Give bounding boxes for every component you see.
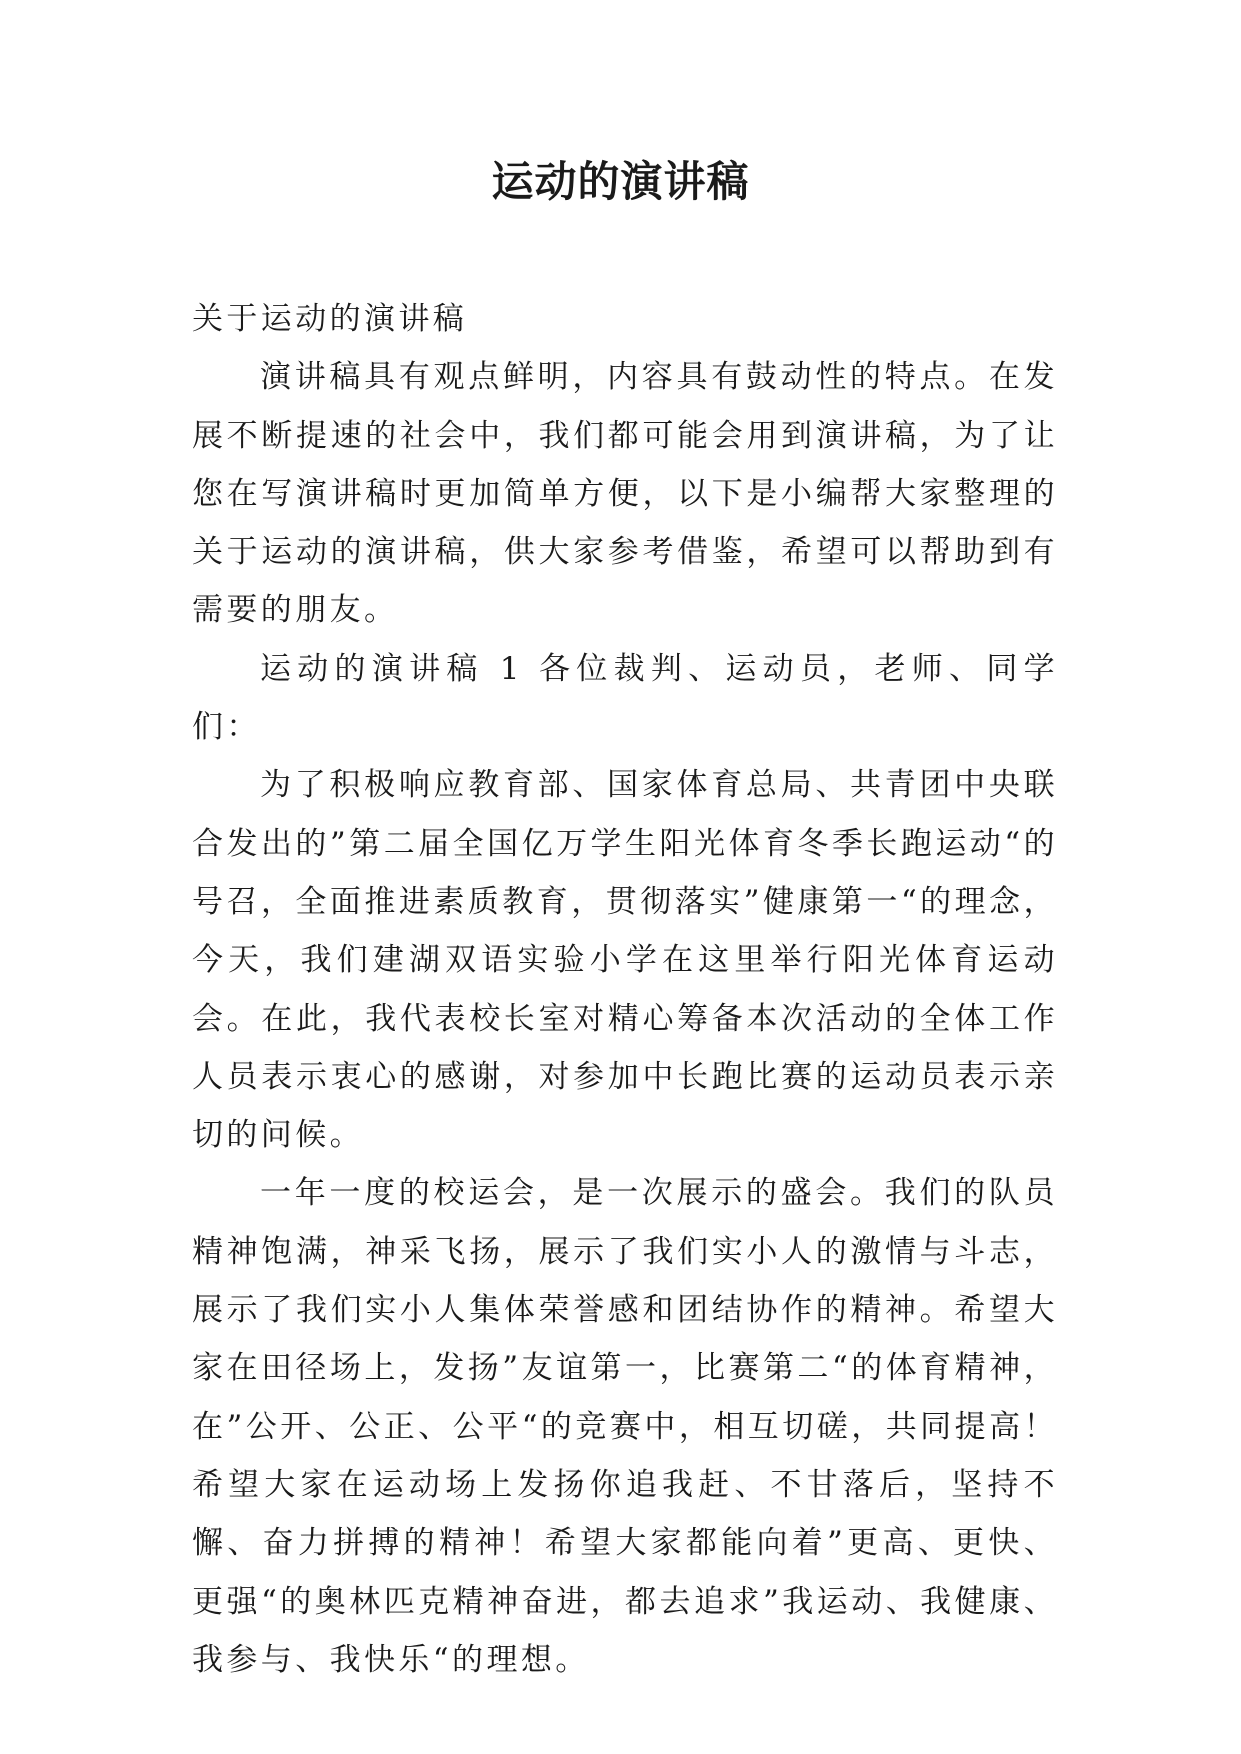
paragraph-intro: 演讲稿具有观点鲜明，内容具有鼓动性的特点。在发展不断提速的社会中，我们都可能会用到演讲稿，为了让您在写演讲稿时更加简单方便，以下是小编帮大家整理的关于运动的演讲稿，供大家参考借鉴，希望可以帮助到有需要的朋友。	[192, 359, 1058, 629]
document-title: 运动的演讲稿	[491, 157, 750, 206]
paragraph-main: 一年一度的校运会，是一次展示的盛会。我们的队员精神饱满，神采飞扬，展示了我们实小人的激情与斗志，展示了我们实小人集体荣誉感和团结协作的精神。希望大家在田径场上，发扬”友谊第一，比赛第二“的体育精神，在”公开、公正、公平“的竞赛中，相互切磋，共同提高！希望大家在运动场上发扬你追我赶、不甘落后，坚持不懈、奋力拼搏的精神！希望大家都能向着”更高、更快、更强“的奥林匹克精神奋进，都去追求”我运动、我健康、我参与、我快乐“的理想。	[192, 1175, 1058, 1678]
paragraph-salutation: 运动的演讲稿 1 各位裁判、运动员，老师、同学们：	[192, 650, 1058, 746]
document-subtitle: 关于运动的演讲稿	[192, 301, 468, 337]
document-body	[192, 290, 1058, 1689]
paragraph-opening: 为了积极响应教育部、国家体育总局、共青团中央联合发出的”第二届全国亿万学生阳光体育冬季长跑运动“的号召，全面推进素质教育，贯彻落实”健康第一“的理念，今天，我们建湖双语实验小学在这里举行阳光体育运动会。在此，我代表校长室对精心筹备本次活动的全体工作人员表示衷心的感谢，对参加中长跑比赛的运动员表示亲切的问候。	[192, 767, 1058, 1154]
